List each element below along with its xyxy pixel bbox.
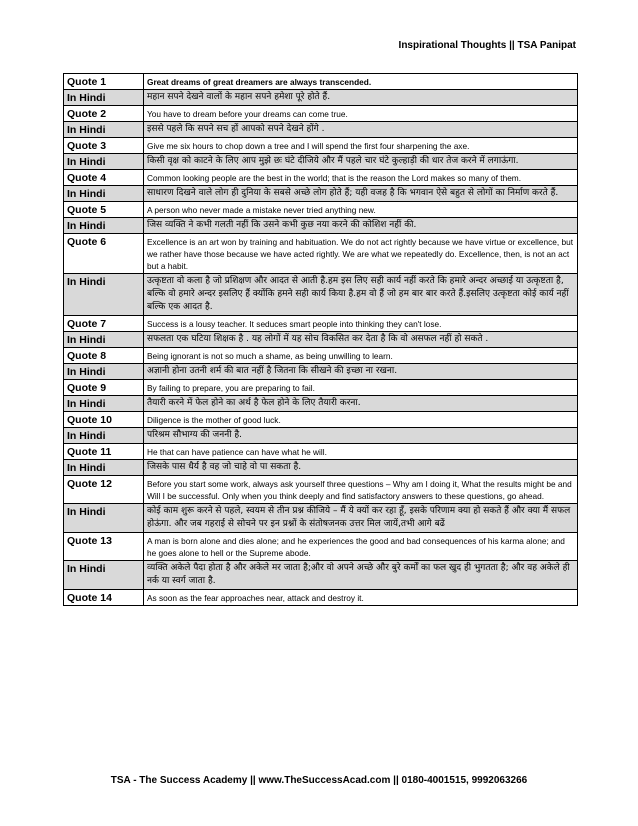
hindi-translation-row bbox=[64, 154, 578, 170]
hindi-label: In Hindi bbox=[64, 504, 144, 533]
quote-text: A person who never made a mistake never tried anything new. bbox=[144, 202, 578, 218]
quote-text: As soon as the fear approaches near, attack and destroy it. bbox=[144, 590, 578, 606]
quote-label: Quote 13 bbox=[64, 533, 144, 561]
quote-text: Excellence is an art won by training and habituation. We do not act rightly because we have virtue or excellence, but we rather have those because we have acted rightly. We are what we repeatedly do. Excellence, then, is not an act but a habit. bbox=[144, 234, 578, 274]
hindi-label: In Hindi bbox=[64, 274, 144, 316]
quote-row bbox=[64, 412, 578, 428]
quote-label: Quote 12 bbox=[64, 476, 144, 504]
hindi-text: जिसके पास धैर्य है वह जो चाहे वो पा सकता है. bbox=[144, 460, 578, 476]
quote-label: Quote 14 bbox=[64, 590, 144, 606]
quote-row bbox=[64, 202, 578, 218]
quote-row bbox=[64, 533, 578, 561]
hindi-label: In Hindi bbox=[64, 428, 144, 444]
hindi-label: In Hindi bbox=[64, 90, 144, 106]
quote-label: Quote 2 bbox=[64, 106, 144, 122]
quote-label: Quote 1 bbox=[64, 74, 144, 90]
quote-text: A man is born alone and dies alone; and he experiences the good and bad consequences of his karma alone; and he goes alone to hell or the Supreme abode. bbox=[144, 533, 578, 561]
quote-label: Quote 11 bbox=[64, 444, 144, 460]
quote-text: You have to dream before your dreams can come true. bbox=[144, 106, 578, 122]
hindi-translation-row bbox=[64, 332, 578, 348]
hindi-translation-row bbox=[64, 186, 578, 202]
quote-row bbox=[64, 444, 578, 460]
quote-label: Quote 9 bbox=[64, 380, 144, 396]
page-footer: TSA - The Success Academy || www.TheSuccessAcad.com || 0180-4001515, 9992063266 bbox=[110, 775, 528, 786]
quote-row bbox=[64, 590, 578, 606]
quote-text: Being ignorant is not so much a shame, as being unwilling to learn. bbox=[144, 348, 578, 364]
page-header: Inspirational Thoughts || TSA Panipat bbox=[398, 40, 576, 51]
quote-row bbox=[64, 170, 578, 186]
hindi-translation-row bbox=[64, 561, 578, 590]
hindi-text: किसी वृक्ष को काटने के लिए आप मुझे छः घंटे दीजिये और मैं पहले चार घंटे कुल्हाड़ी की धार तेज करने में लगाऊंगा. bbox=[144, 154, 578, 170]
hindi-label: In Hindi bbox=[64, 364, 144, 380]
quote-text: Great dreams of great dreamers are always transcended. bbox=[144, 74, 578, 90]
quote-row bbox=[64, 106, 578, 122]
quote-row bbox=[64, 74, 578, 90]
quotes-table bbox=[63, 73, 578, 606]
hindi-translation-row bbox=[64, 274, 578, 316]
quote-row bbox=[64, 316, 578, 332]
hindi-label: In Hindi bbox=[64, 218, 144, 234]
hindi-translation-row bbox=[64, 364, 578, 380]
hindi-text: जिस व्यक्ति ने कभी गलती नहीं कि उसने कभी कुछ नया करने की कोशिश नहीं की. bbox=[144, 218, 578, 234]
hindi-translation-row bbox=[64, 460, 578, 476]
quote-label: Quote 6 bbox=[64, 234, 144, 274]
hindi-text: सफलता एक घटिया शिक्षक है . यह लोगों में यह सोच विकसित कर देता है कि वो असफल नहीं हो सकते . bbox=[144, 332, 578, 348]
hindi-text: अज्ञानी होना उतनी शर्म की बात नहीं है जितना कि सीखने की इच्छा ना रखना. bbox=[144, 364, 578, 380]
hindi-translation-row bbox=[64, 396, 578, 412]
quote-row bbox=[64, 380, 578, 396]
hindi-text: उत्कृष्टता वो कला है जो प्रशिक्षण और आदत से आती है.हम इस लिए सही कार्य नहीं करते कि हमारे अन्दर अच्छाई या उत्कृष्टता है, बल्कि वो हमारे अन्दर इसलिए हैं क्योंकि हमने सही कार्य किया है.हम वो हैं जो हम बार बार करते हैं.इसलिए उत्कृष्टता कोई कार्य नहीं बल्कि एक आदत है. bbox=[144, 274, 578, 316]
hindi-label: In Hindi bbox=[64, 332, 144, 348]
hindi-text: तैयारी करने में फेल होने का अर्थ है फेल होने के लिए तैयारी करना. bbox=[144, 396, 578, 412]
hindi-translation-row bbox=[64, 90, 578, 106]
hindi-translation-row bbox=[64, 218, 578, 234]
quote-text: Common looking people are the best in the world; that is the reason the Lord makes so many of them. bbox=[144, 170, 578, 186]
quote-text: He that can have patience can have what he will. bbox=[144, 444, 578, 460]
quote-label: Quote 7 bbox=[64, 316, 144, 332]
hindi-label: In Hindi bbox=[64, 561, 144, 590]
quote-text: Give me six hours to chop down a tree and I will spend the first four sharpening the axe. bbox=[144, 138, 578, 154]
hindi-label: In Hindi bbox=[64, 396, 144, 412]
quote-text: Before you start some work, always ask yourself three questions – Why am I doing it, What the results might be and Will I be successful. Only when you think deeply and find satisfactory answers to these questions, go ahead. bbox=[144, 476, 578, 504]
quote-label: Quote 8 bbox=[64, 348, 144, 364]
hindi-text: इससे पहले कि सपने सच हों आपको सपने देखने होंगे . bbox=[144, 122, 578, 138]
hindi-translation-row bbox=[64, 122, 578, 138]
hindi-text: महान सपने देखने वालों के महान सपने हमेशा पूरे होते हैं. bbox=[144, 90, 578, 106]
quote-row bbox=[64, 138, 578, 154]
hindi-label: In Hindi bbox=[64, 186, 144, 202]
quote-row bbox=[64, 476, 578, 504]
quote-text: By failing to prepare, you are preparing to fail. bbox=[144, 380, 578, 396]
hindi-label: In Hindi bbox=[64, 154, 144, 170]
hindi-text: कोई काम शुरू करने से पहले, स्वयम से तीन प्रश्न कीजिये – मैं ये क्यों कर रहा हूँ, इसके परिणाम क्या हो सकते हैं और क्या मैं सफल होऊंगा. और जब गहराई से सोचने पर इन प्रश्नों के संतोषजनक उत्तर मिल जायें,तभी आगे बढें bbox=[144, 504, 578, 533]
hindi-translation-row bbox=[64, 504, 578, 533]
quote-row bbox=[64, 348, 578, 364]
quote-row bbox=[64, 234, 578, 274]
quote-label: Quote 3 bbox=[64, 138, 144, 154]
hindi-label: In Hindi bbox=[64, 122, 144, 138]
hindi-text: साधारण दिखने वाले लोग ही दुनिया के सबसे अच्छे लोग होते हैं; यही वजह है कि भगवान ऐसे बहुत से लोगों का निर्माण करते हैं. bbox=[144, 186, 578, 202]
hindi-translation-row bbox=[64, 428, 578, 444]
hindi-text: व्यक्ति अकेले पैदा होता है और अकेले मर जाता है;और वो अपने अच्छे और बुरे कर्मों का फल खुद ही भुगतता है; और वह अकेले ही नर्क या स्वर्ग जाता है. bbox=[144, 561, 578, 590]
quotes-table-body bbox=[64, 74, 578, 606]
quote-text: Success is a lousy teacher. It seduces smart people into thinking they can't lose. bbox=[144, 316, 578, 332]
quote-text: Diligence is the mother of good luck. bbox=[144, 412, 578, 428]
quote-label: Quote 4 bbox=[64, 170, 144, 186]
quote-label: Quote 5 bbox=[64, 202, 144, 218]
hindi-text: परिश्रम सौभाग्य की जननी है. bbox=[144, 428, 578, 444]
hindi-label: In Hindi bbox=[64, 460, 144, 476]
quote-label: Quote 10 bbox=[64, 412, 144, 428]
